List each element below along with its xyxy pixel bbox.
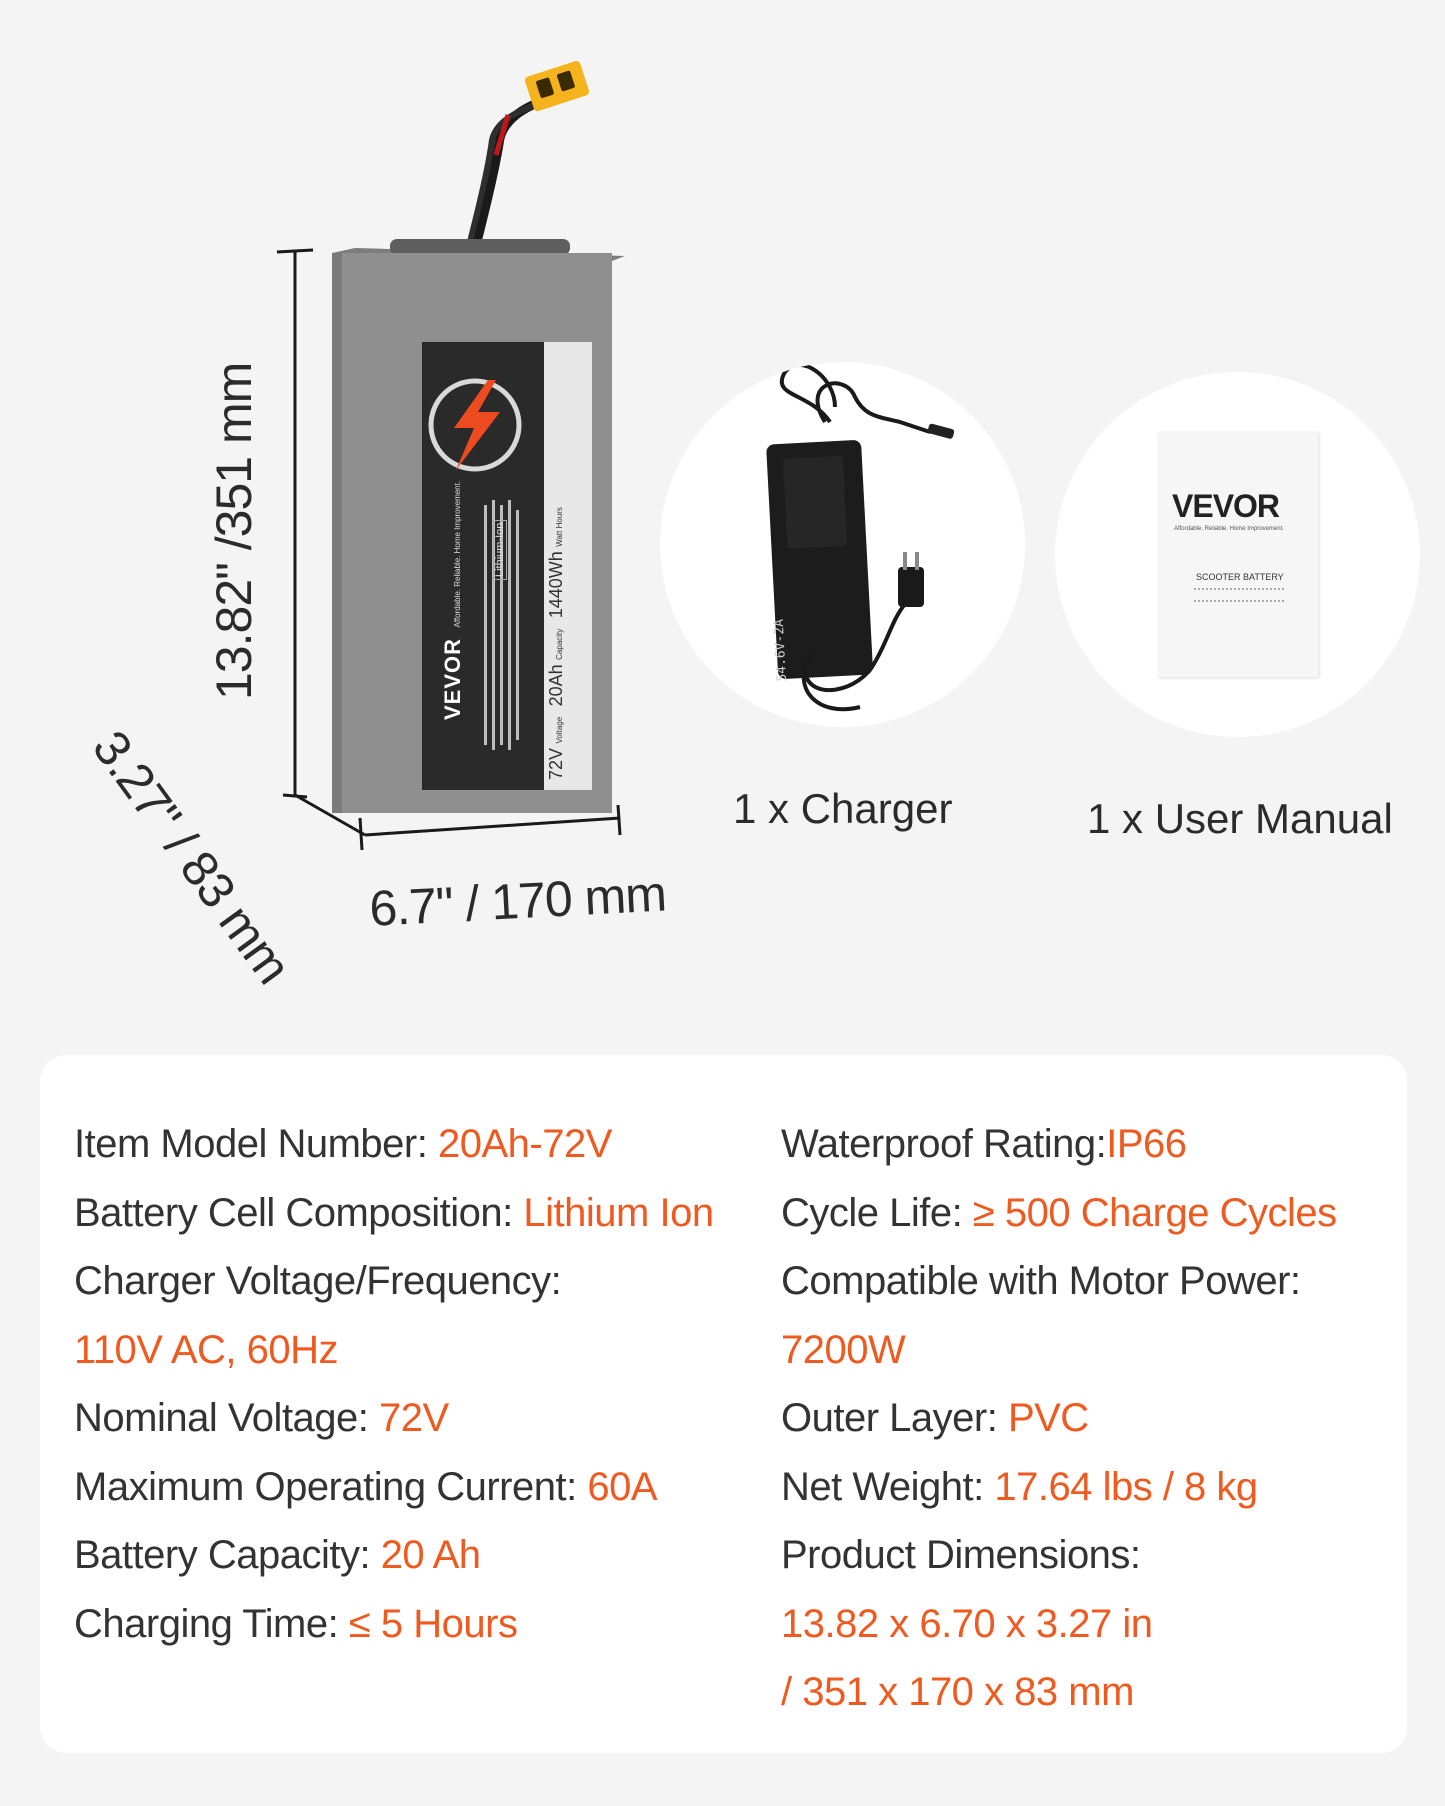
manual-brand: VEVOR xyxy=(1172,488,1280,524)
user-manual-label: 1 x User Manual xyxy=(1087,795,1393,842)
spec-value: 20 Ah xyxy=(380,1533,481,1577)
width-dimension-label: 6.7" / 170 mm xyxy=(368,865,668,937)
spec-line xyxy=(781,1453,1337,1522)
charger-image xyxy=(660,362,1025,727)
spec-value: 20Ah-72V xyxy=(437,1122,612,1166)
spec-label: Item Model Number: xyxy=(74,1122,438,1166)
spec-label: Net Weight: xyxy=(781,1464,995,1509)
spec-label: Compatible with Motor Power: xyxy=(781,1259,1301,1303)
depth-dimension-label: 3.27" / 83 mm xyxy=(81,720,302,994)
spec-label: Product Dimensions: xyxy=(781,1533,1141,1577)
spec-value: PVC xyxy=(1007,1396,1089,1440)
spec-value: Lithium Ion xyxy=(523,1190,714,1235)
charger-rating-text: 54.6V-2A xyxy=(771,618,790,682)
dimension-lines xyxy=(0,0,700,980)
spec-label: Charger Voltage/Frequency: xyxy=(74,1259,562,1303)
spec-line xyxy=(74,1110,714,1179)
spec-line xyxy=(781,1590,1337,1659)
charger-label: 1 x Charger xyxy=(733,785,953,832)
spec-value: ≤ 5 Hours xyxy=(348,1601,518,1646)
battery-brand: VEVOR xyxy=(440,637,465,720)
specs-left-column xyxy=(74,1110,714,1658)
specifications-card xyxy=(40,1055,1407,1753)
height-dimension-label: 13.82" /351 mm xyxy=(206,362,262,700)
spec-value: 72V xyxy=(379,1396,449,1440)
spec-value: 17.64 lbs / 8 kg xyxy=(994,1464,1258,1509)
spec-line xyxy=(781,1521,1337,1590)
spec-line xyxy=(781,1384,1337,1453)
spec-value: IP66 xyxy=(1106,1122,1187,1166)
spec-label: Battery Capacity: xyxy=(74,1533,381,1577)
spec-line xyxy=(781,1179,1337,1248)
spec-label: Battery Cell Composition: xyxy=(74,1190,524,1235)
spec-line xyxy=(74,1247,714,1316)
spec-line xyxy=(781,1658,1337,1727)
charger-graphic xyxy=(660,362,1025,727)
spec-label: Charging Time: xyxy=(74,1601,349,1646)
spec-value: 7200W xyxy=(781,1327,906,1372)
manual-title: SCOOTER BATTERY xyxy=(1196,572,1284,582)
spec-value: ≥ 500 Charge Cycles xyxy=(972,1190,1337,1235)
spec-line xyxy=(74,1453,714,1522)
spec-line xyxy=(74,1179,714,1248)
spec-value: 13.82 x 6.70 x 3.27 in xyxy=(781,1601,1153,1646)
spec-line xyxy=(74,1590,714,1659)
spec-line xyxy=(74,1521,714,1590)
spec-line xyxy=(781,1110,1337,1179)
battery-tagline: Affordable. Reliable. Home Improvement. xyxy=(453,480,462,628)
spec-label: Maximum Operating Current: xyxy=(74,1464,588,1509)
spec-label: Cycle Life: xyxy=(781,1190,973,1235)
manual-fine-print xyxy=(1194,588,1284,602)
specs-right-column xyxy=(781,1110,1337,1727)
spec-line xyxy=(74,1316,714,1385)
spec-label: Outer Layer: xyxy=(781,1396,1008,1440)
spec-line xyxy=(74,1384,714,1453)
spec-label: Waterproof Rating: xyxy=(781,1122,1107,1166)
user-manual-image xyxy=(1055,372,1420,737)
manual-booklet xyxy=(1158,432,1318,677)
spec-value: 60A xyxy=(587,1464,658,1509)
spec-line xyxy=(781,1316,1337,1385)
spec-value: 110V AC, 60Hz xyxy=(74,1327,339,1372)
spec-label: Nominal Voltage: xyxy=(74,1396,380,1440)
spec-line xyxy=(781,1247,1337,1316)
manual-tagline: Affordable. Reliable. Home Improvement. xyxy=(1174,526,1284,532)
spec-value: / 351 x 170 x 83 mm xyxy=(781,1670,1134,1714)
